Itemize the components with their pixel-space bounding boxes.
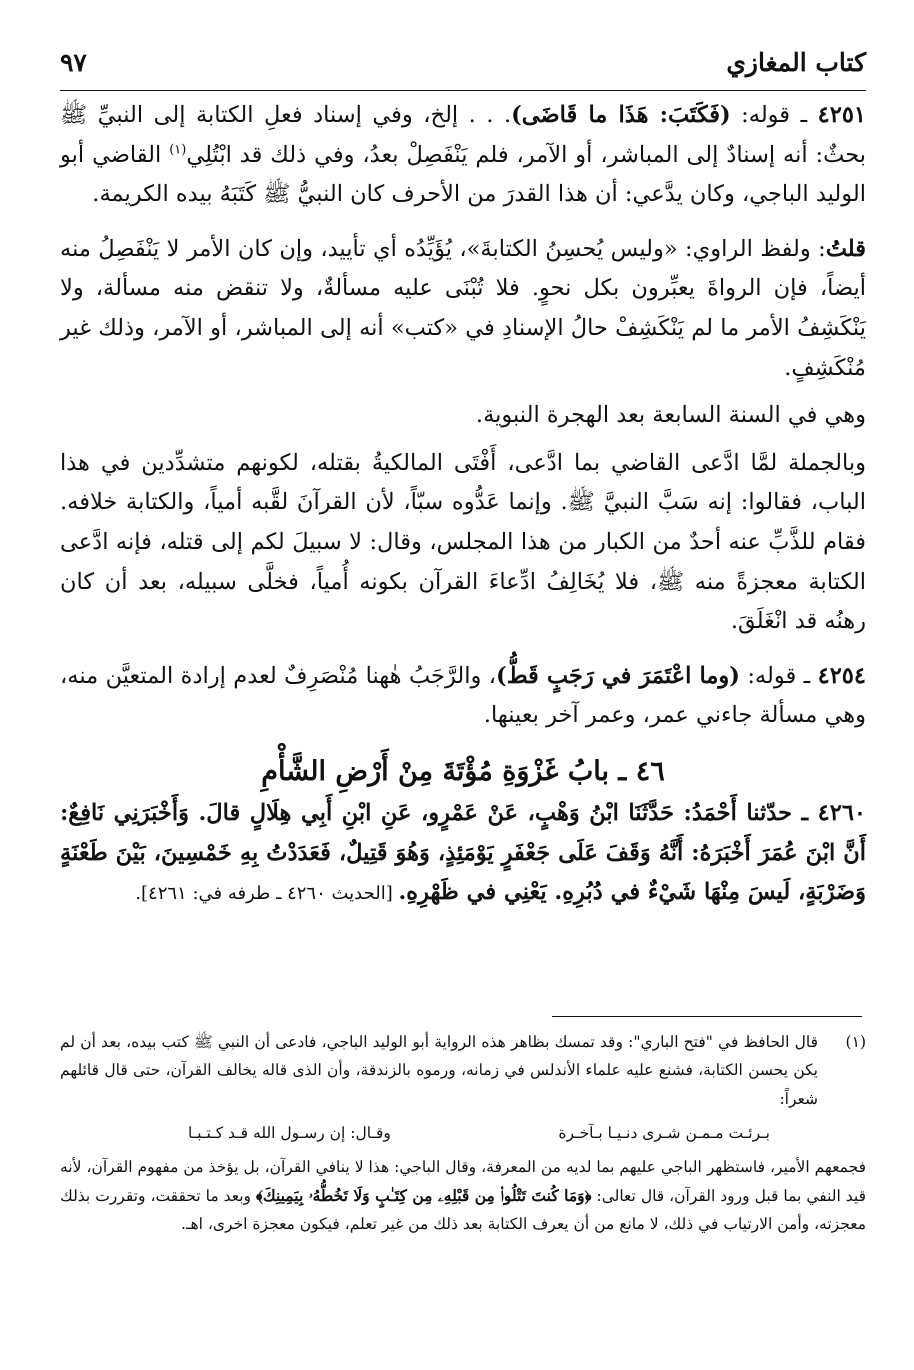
quran-quote: ﴿وَمَا كُنتَ تَتْلُوا۟ مِن قَبْلِهِۦ مِن كِتَـٰبٍ وَلَا تَخُطُّهُۥ بِيَمِينِكَ﴾ <box>256 1185 592 1205</box>
paragraph-qultu <box>60 230 866 388</box>
footnote-mark: (١) <box>845 1033 866 1051</box>
footnote-continuation <box>60 1153 866 1238</box>
hadith-number: ٤٢٦٠ <box>817 799 866 826</box>
poetry-verse <box>60 1113 866 1153</box>
paragraph-text-tail: القاضي أبو الوليد الباجي، وكان يدَّعي: أن هذا القدرَ من الأحرف كان النبيُّ ﷺ كَتَبَهُ بيده الكريمة. <box>60 141 866 208</box>
verse-second-hemistich: وقـال: إن رسـول الله قـد كـتـبـا <box>188 1124 391 1143</box>
paragraph-text: : ولفظ الراوي: «وليس يُحسِنُ الكتابةَ»، يُؤَيِّدُه أي تأييد، وإن كان الأمر لا يَنْفَصِلُ منه أيضاً، فإن الرواةَ يعبِّرون بكل نحوٍ. فلا تُبْنَى عليه مسألةٌ، ولا تنقض منه مسألة، ولا يَنْكَشِفُ الأمر ما لم يَنْكَشِفْ حالُ الإسنادِ في «كتب» أنه إلى المباشر، أو الآمر، وذلك غير مُنْكَشِفٍ. <box>60 235 866 381</box>
hadith-number: ٤٢٥١ <box>817 102 866 128</box>
paragraph-text: وبالجملة لمَّا ادَّعى القاضي بما ادَّعى، أَفْتَى المالكيةُ بقتله، لكونهم متشدِّدين في هذا الباب، فقالوا: إنه سَبَّ النبيَّ ﷺ. وإنما عَدُّوه سبّاً، لأن القرآنَ لقَّبه أمياً، والكتابة خلافه. فقام للذَّبِّ عنه أحدٌ من الكبار من هذا المجلس، وقال: لا سبيلَ لكم إلى قتله، فإنه ادَّعى الكتابة معجزةً منه ﷺ، فلا يُخَالِفُ ادِّعاءَ القرآن بكونه أُمياً، فخلَّى سبيله، بعد أن كان رهنُه قد انْغَلَقَ. <box>60 449 866 635</box>
paragraph-4254 <box>60 657 866 736</box>
main-text <box>60 96 866 914</box>
book-title: كتاب المغازي <box>726 48 866 77</box>
footnote-text: قال الحافظ في "فتح الباري": وقد تمسك بظاهر هذه الرواية أبو الوليد الباجي، فادعى أن النبي ﷺ كتب بيده، بعد أن لم يكن يحسن الكتابة، فشنع عليه علماء الأندلس في زمانه، ورموه بالزندقة، وأن الذى قاله يخالف القرآن، حتى قال قائلهم شعراً: <box>60 1033 818 1108</box>
footnote-text: فجمعهم الأمير، فاستظهر الباجي عليهم بما لديه من المعرفة، وقال الباجي: هذا لا ينافي القرآن، بل يؤخذ من مفهوم القرآن، لأنه قيد النفي بما قبل ورود القرآن، قال تعالى: <box>60 1158 866 1205</box>
footnote-text-tail: وبعد ما تحققت، وتقررت بذلك معجزته، وأمن الارتياب في ذلك، لا مانع من أن يعرف الكتابة بعد ذلك من غير تعلم، فيكون معجزة اخرى، اهـ. <box>60 1186 866 1234</box>
paragraph-lead-word: قلتُ <box>825 235 866 262</box>
paragraph-text: . . . إلخ، وفي إسناد فعلِ الكتابة إلى النبيِّ ﷺ بحثٌ: أنه إسنادٌ إلى المباشر، أو الآمر، فلم يَنْفَصِلْ بعدُ، وفي ذلك قد ابْتُلِي <box>60 102 866 168</box>
quoted-phrase: (وما اعْتَمَرَ في رَجَبٍ قَطُّ) <box>496 662 740 689</box>
quoted-phrase: (فَكَتَبَ: هَذَا ما قَاضَى) <box>511 102 731 128</box>
hadith-4260 <box>60 794 866 914</box>
paragraph-lead-text: ـ قوله: <box>739 662 818 689</box>
footnote-reference[interactable]: (١) <box>169 142 187 158</box>
paragraph-text: ، والرَّجَبُ هٰهنا مُنْصَرِفٌ لعدم إرادة المتعيَّن منه، وهي مسألة جاءني عمر، وعمر آخر بعينها. <box>60 662 866 729</box>
header-divider <box>60 90 866 91</box>
paragraph-lead-text: ـ قوله: <box>730 102 818 128</box>
chapter-heading: ٤٦ ـ بابُ غَزْوَةِ مُؤْتَةَ مِنْ أَرْضِ الشَّأْمِ <box>261 755 665 787</box>
hadith-reference: [الحديث ٤٢٦٠ ـ طرفه في: ٤٢٦١]. <box>135 883 399 905</box>
footnote-divider <box>552 1016 862 1017</box>
paragraph-summary <box>60 444 866 642</box>
page-number: ٩٧ <box>60 48 87 77</box>
hadith-text: ـ حدّثنا أَحْمَدُ: حَدَّثَنَا ابْنُ وَهْبٍ، عَنْ عَمْرٍو، عَنِ ابْنِ أَبِي هِلَالٍ قالَ. وَأَخْبَرَنِي نَافِعٌ: أَنَّ ابْنَ عُمَرَ أَخْبَرَهُ: أَنَّهُ وَقَفَ عَلَى جَعْفَرٍ يَوْمَئِذٍ، وَهُوَ قَتِيلٌ، فَعَدَدْتُ بِهِ خَمْسِينَ، بَيْنَ طَعْنَةٍ وَضَرْبَةٍ، لَيسَ مِنْهَا شَيْءٌ في دُبُرِهِ. يَعْنِي في ظَهْرِهِ. <box>60 799 866 906</box>
footnotes <box>60 1028 866 1238</box>
verse-first-hemistich: بـرئـت مـمـن شـرى دنـيـا بـآخـرة <box>558 1124 770 1143</box>
paragraph-4251 <box>60 96 866 215</box>
paragraph-year-note <box>60 396 866 436</box>
paragraph-text: وهي في السنة السابعة بعد الهجرة النبوية. <box>475 402 866 429</box>
footnote-1 <box>60 1028 866 1113</box>
page-header <box>60 44 866 82</box>
hadith-number: ٤٢٥٤ <box>817 662 866 689</box>
